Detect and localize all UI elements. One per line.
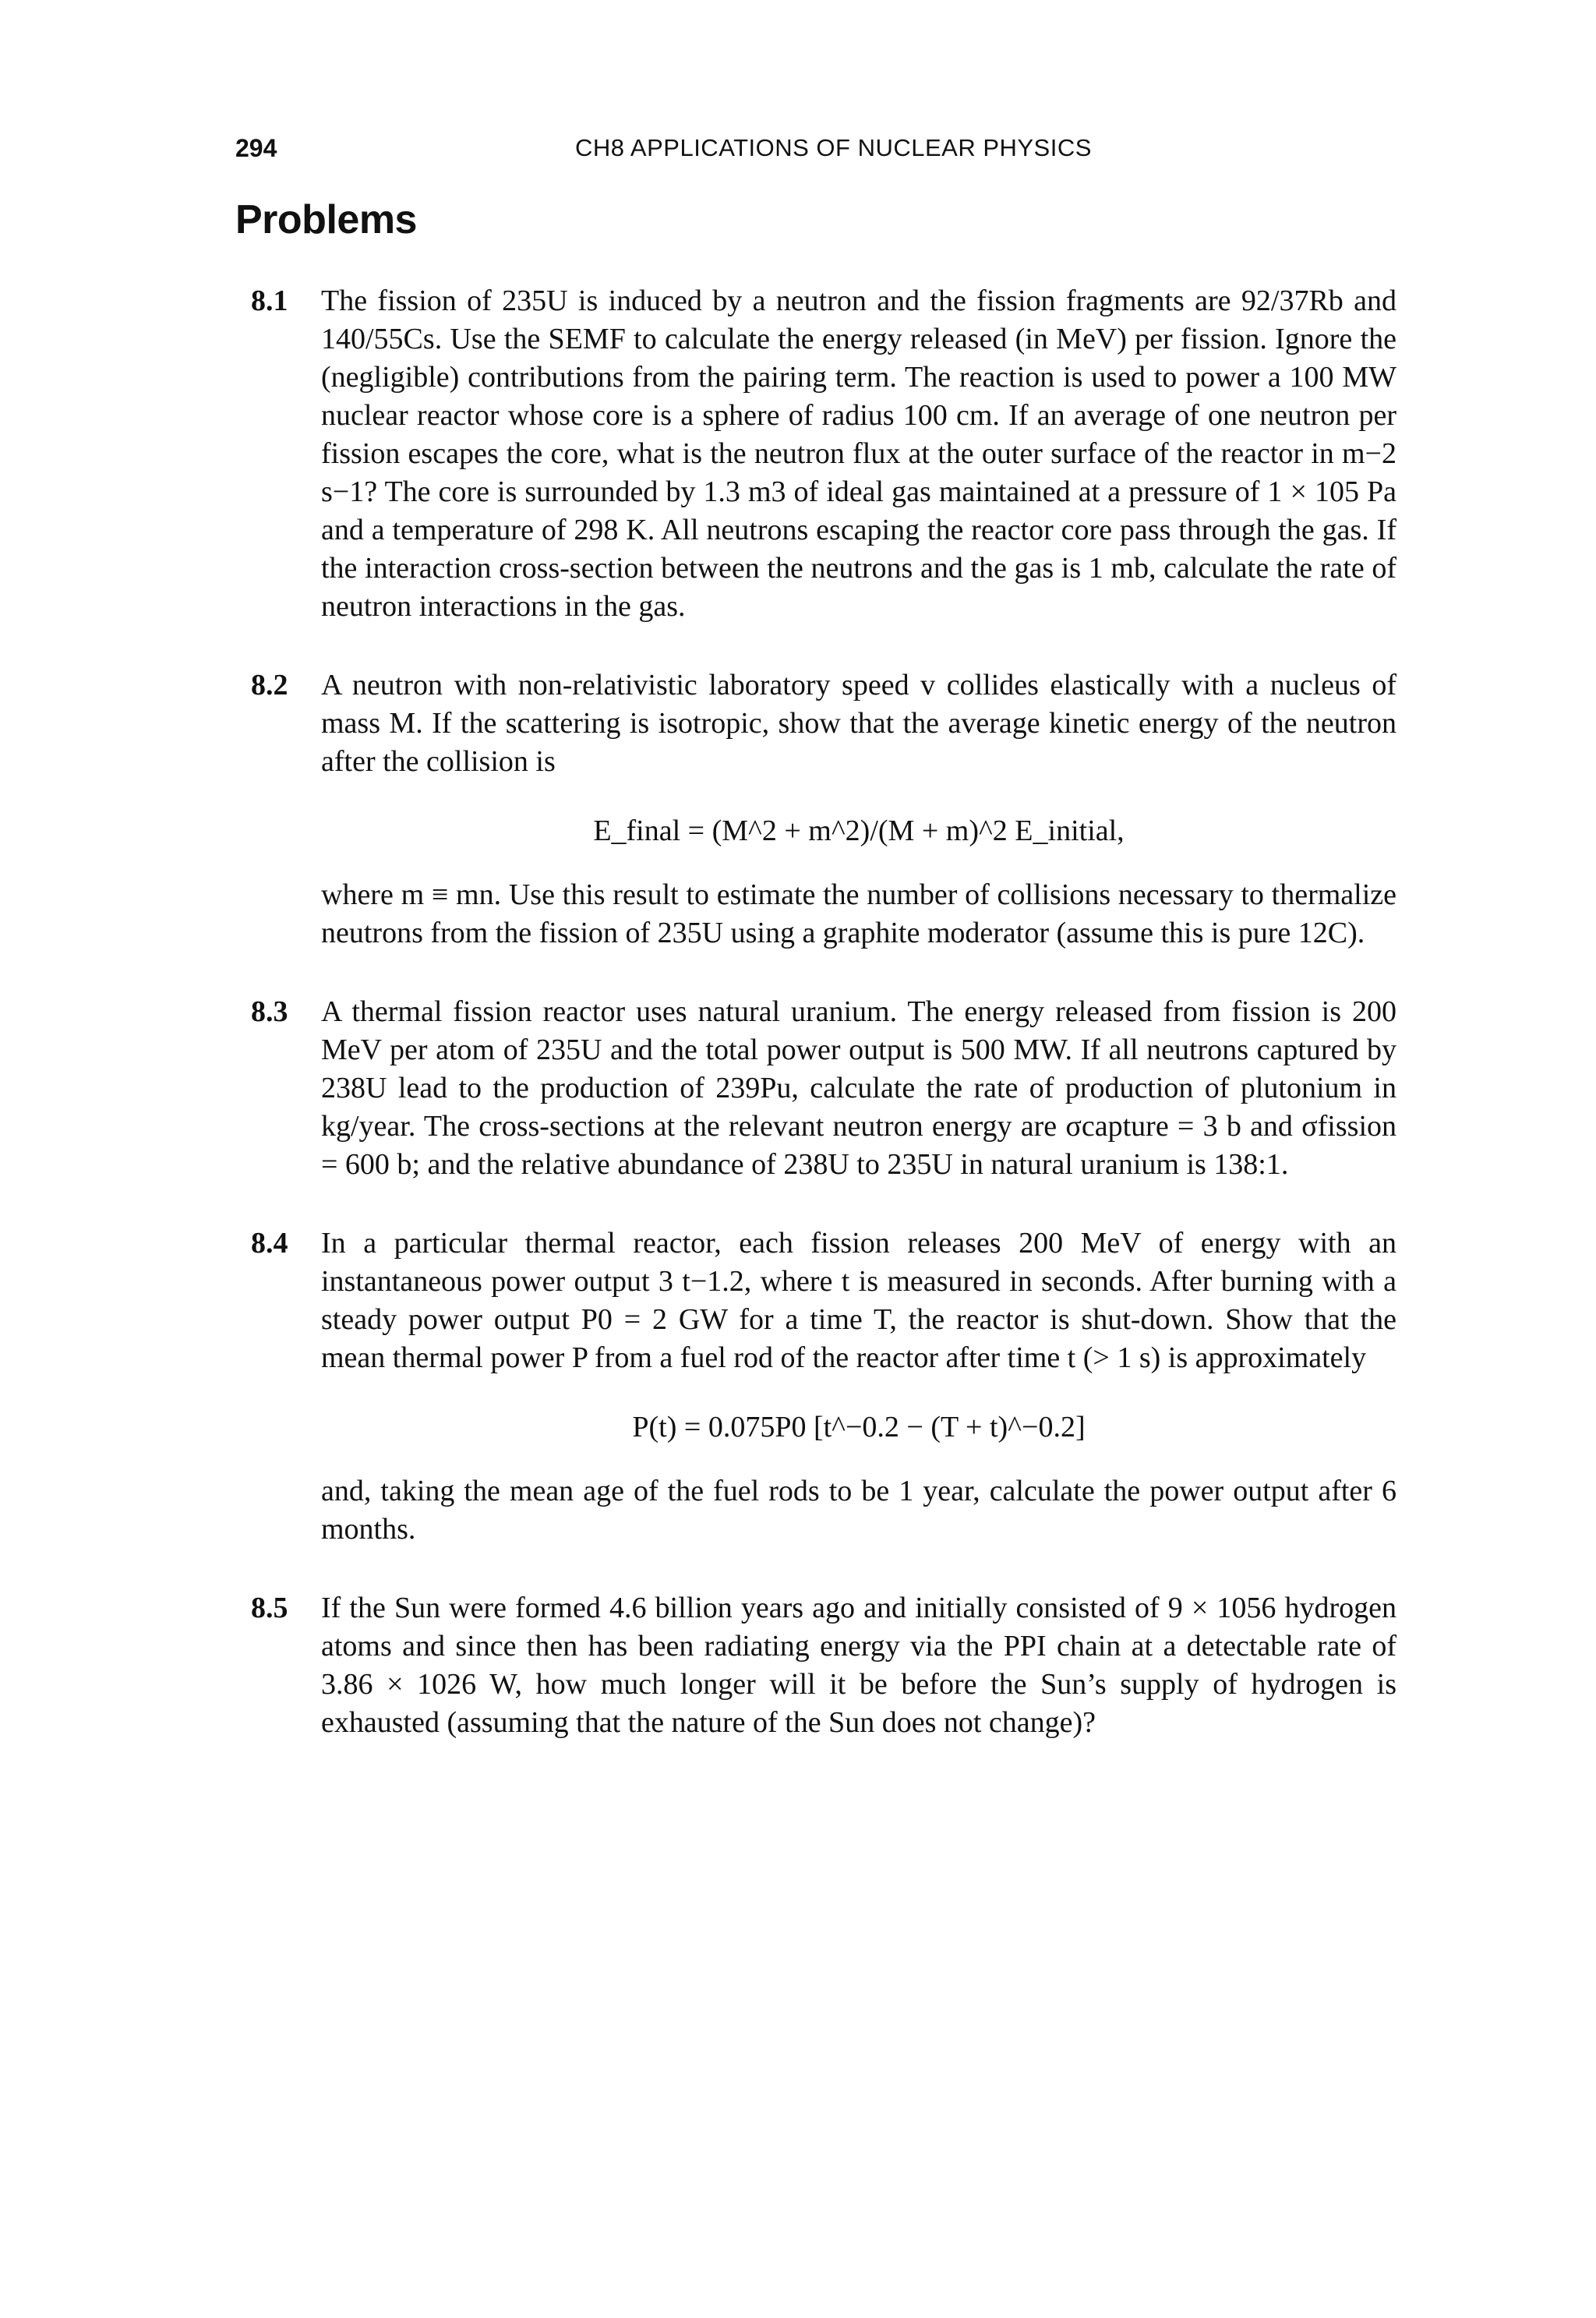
problem-8-4 <box>251 1224 1396 1549</box>
equation-final-energy: E_final = (M^2 + m^2)/(M + m)^2 E_initial, <box>593 814 1125 847</box>
problem-text: In a particular thermal reactor, each fission releases 200 MeV of energy with an instantaneous power output 3 t−1.2, where t is measured in seconds. After burning with a steady power output P0 = 2 GW for a time T, the reactor is shut-down. Show that the mean thermal power P from a fuel rod of the reactor after time t (> 1 s) is approximately <box>321 1227 1396 1374</box>
problem-number: 8.4 <box>251 1227 288 1260</box>
problem-8-3 <box>251 993 1396 1184</box>
problem-number: 8.3 <box>251 995 288 1028</box>
problem-8-2 <box>251 666 1396 952</box>
problem-number: 8.2 <box>251 669 288 701</box>
problem-text: A thermal fission reactor uses natural uranium. The energy released from fission is 200 MeV per atom of 235U and the total power output is 500 MW. If all neutrons captured by 238U lead to the production of 239Pu, calculate the rate of production of plutonium in kg/year. The cross-sections at the relevant neutron energy are σcapture = 3 b and σfission = 600 b; and the relative abundance of 238U to 235U in natural uranium is 138:1. <box>321 995 1396 1181</box>
problem-8-1 <box>251 282 1396 626</box>
problem-text: If the Sun were formed 4.6 billion years ago and initially consisted of 9 × 1056 hydrogen atoms and since then has been radiating energy via the PPI chain at a detectable rate of 3.86 × 1026 W, how much longer will it be before the Sun’s supply of hydrogen is exhausted (assuming that the nature of the Sun does not change)? <box>321 1592 1396 1739</box>
problem-text-continued: and, taking the mean age of the fuel rods to be 1 year, calculate the power output after 6 months. <box>321 1475 1396 1546</box>
problem-text: The fission of 235U is induced by a neutron and the fission fragments are 92/37Rb and 140/55Cs. Use the SEMF to calculate the energy released (in MeV) per fission. Ignore the (negligible) contributions from the pairing term. The reaction is used to power a 100 MW nuclear reactor whose core is a sphere of radius 100 cm. If an average of one neutron per fission escapes the core, what is the neutron flux at the outer surface of the reactor in m−2 s−1? The core is surrounded by 1.3 m3 of ideal gas maintained at a pressure of 1 × 105 Pa and a temperature of 298 K. All neutrons escaping the reactor core pass through the gas. If the interaction cross-section between the neutrons and the gas is 1 mb, calculate the rate of neutron interactions in the gas. <box>321 284 1396 623</box>
running-header <box>235 134 1396 173</box>
page-number: 294 <box>235 134 277 162</box>
problem-list <box>251 282 1396 1783</box>
problem-number: 8.5 <box>251 1592 288 1624</box>
problem-text: A neutron with non-relativistic laboratory speed v collides elastically with a nucleus of mass M. If the scattering is isotropic, show that the average kinetic energy of the neutron after the collision is <box>321 669 1396 778</box>
equation-thermal-power: P(t) = 0.075P0 [t^−0.2 − (T + t)^−0.2] <box>632 1411 1086 1443</box>
problem-number: 8.1 <box>251 284 288 317</box>
problem-text-continued: where m ≡ mn. Use this result to estimate the number of collisions necessary to thermalize neutrons from the fission of 235U using a graphite moderator (assume this is pure 12C). <box>321 878 1396 949</box>
problem-8-5 <box>251 1589 1396 1742</box>
section-title: Problems <box>235 197 417 242</box>
chapter-running-title: CH8 APPLICATIONS OF NUCLEAR PHYSICS <box>575 134 1092 161</box>
